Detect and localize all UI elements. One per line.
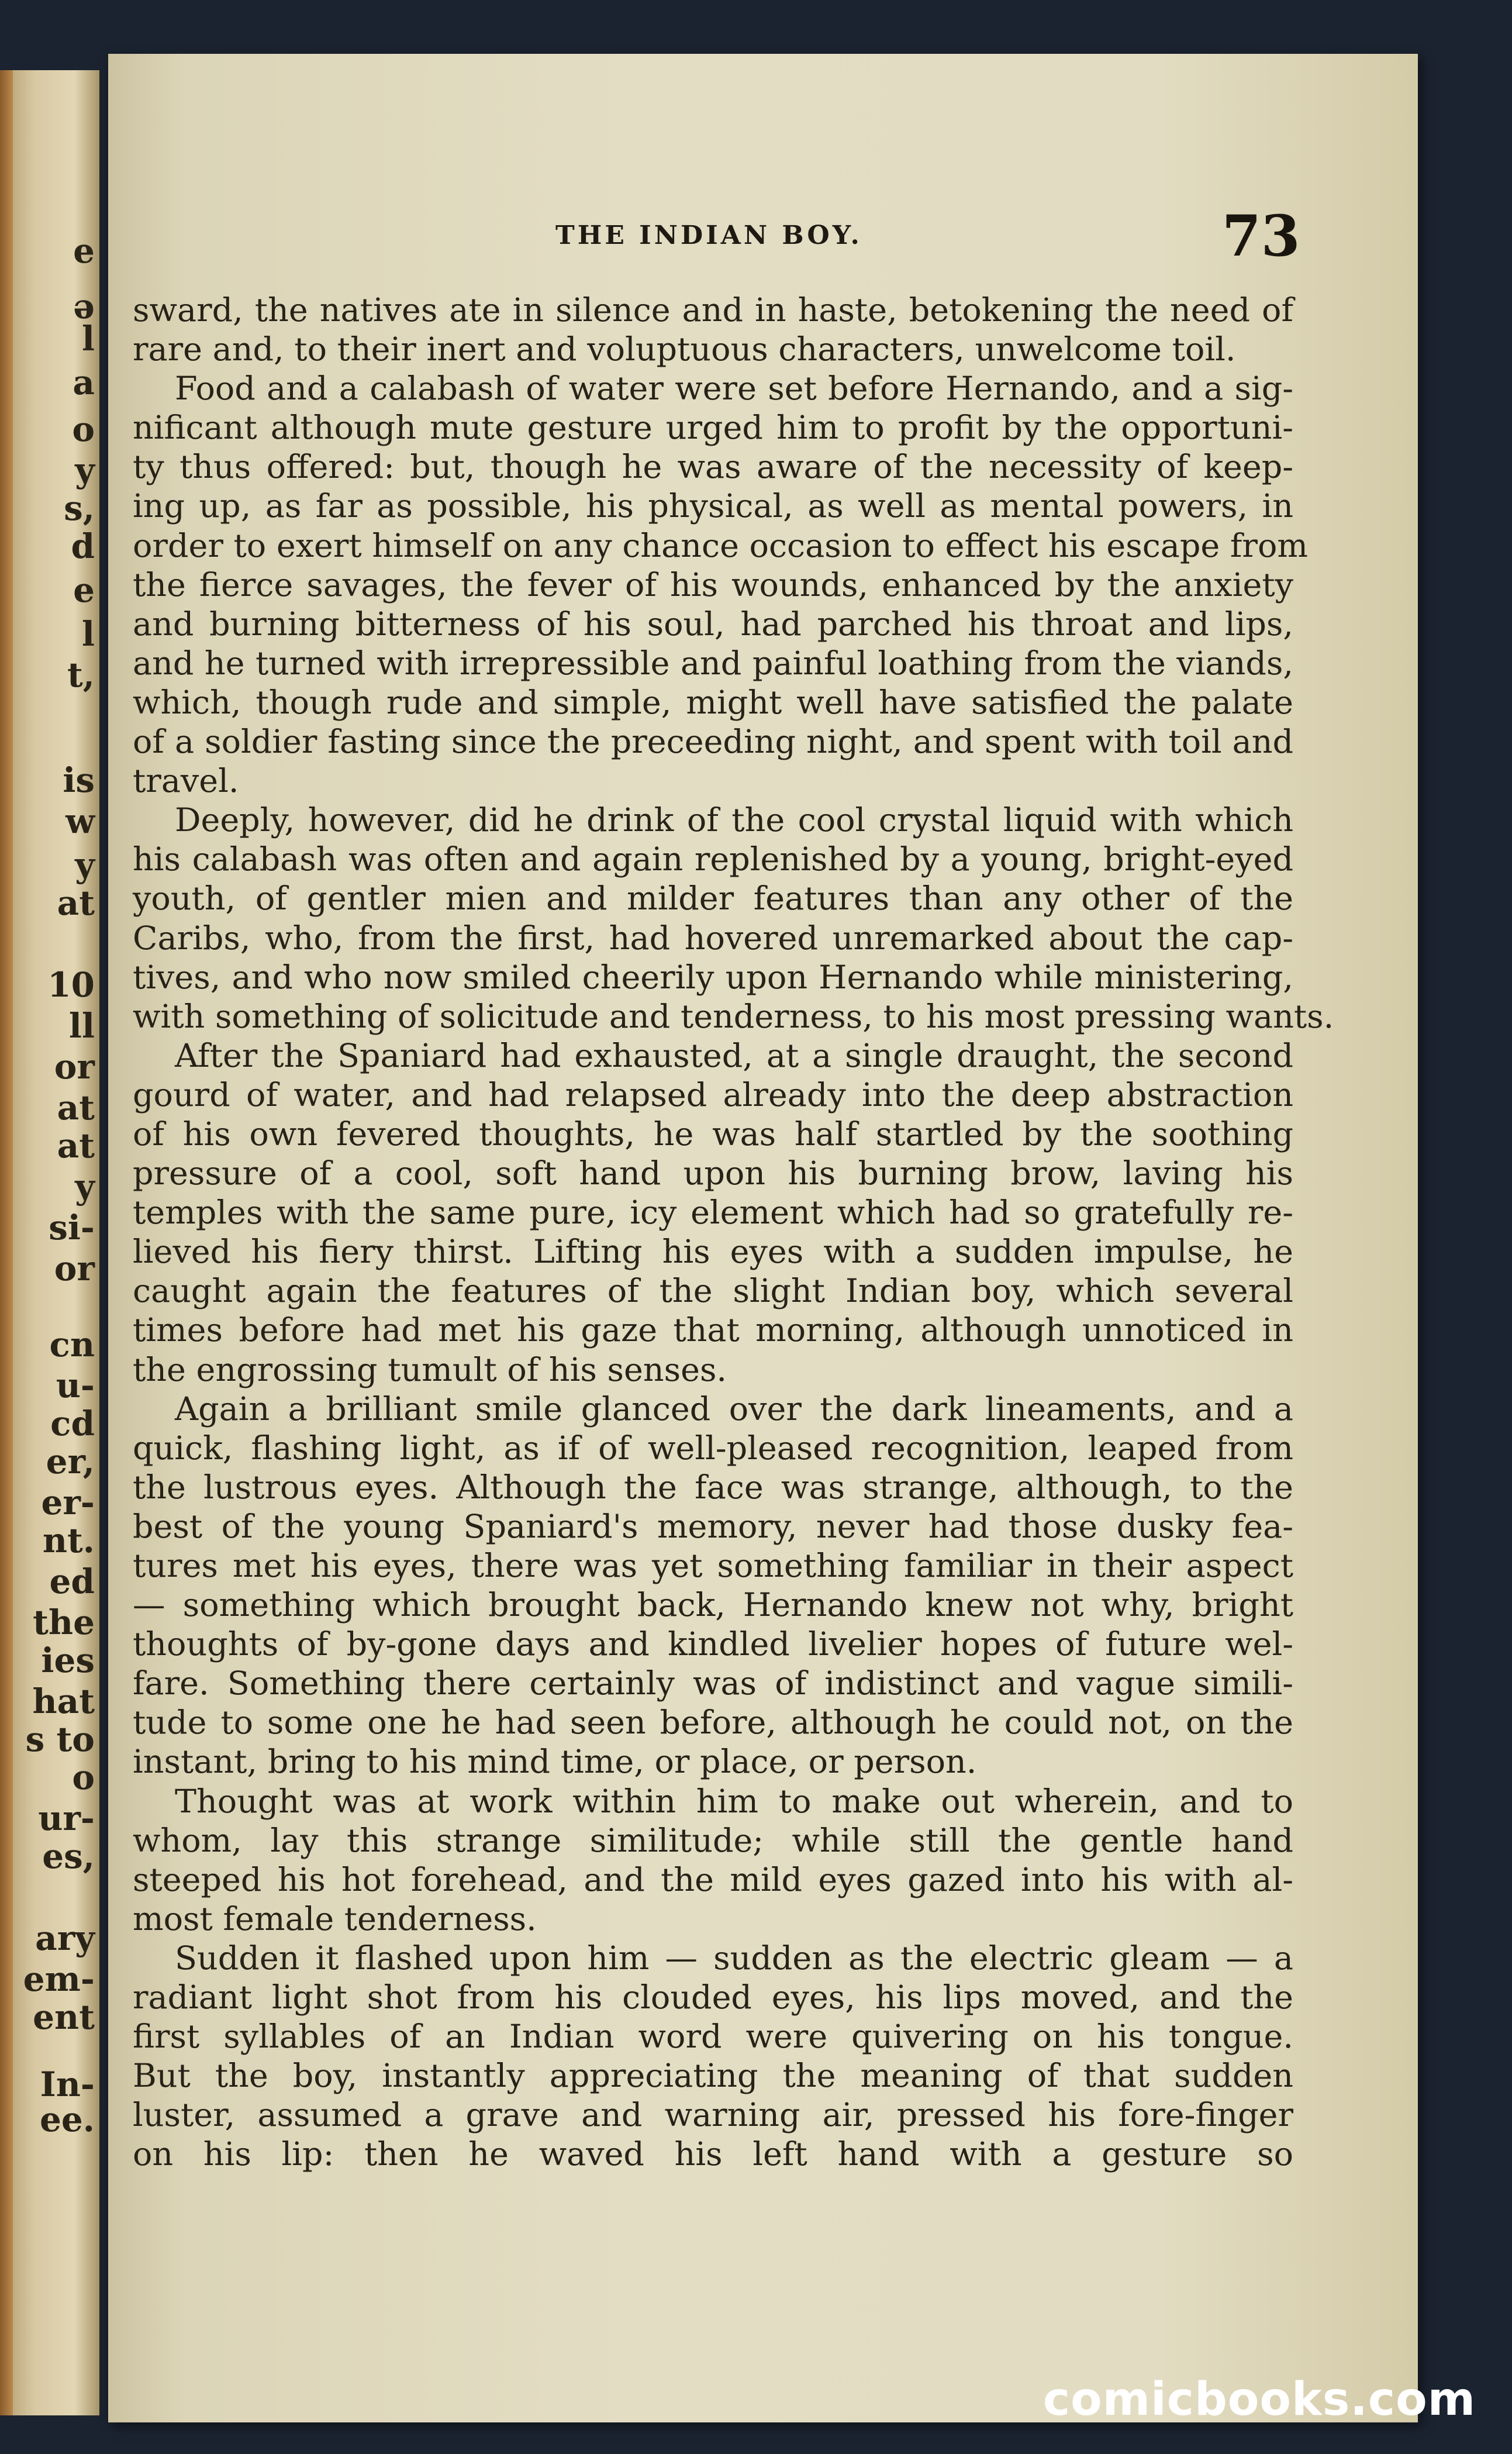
left-page-fragment: nt.: [42, 1521, 95, 1560]
left-page-fragment: ll: [68, 1006, 95, 1046]
body-text: [133, 291, 1334, 2174]
text-line: most female tenderness.: [133, 1900, 537, 1938]
text-line: travel.: [133, 762, 239, 801]
left-page-fragment: a: [73, 363, 95, 402]
text-line: first syllables of an Indian word were quivering on his tongue.: [133, 2018, 1293, 2056]
left-page-fragment: s to: [25, 1719, 95, 1759]
text-line: and he turned with irrepressible and painful loathing from the viands,: [133, 644, 1293, 683]
left-page-fragment: at: [57, 883, 95, 923]
left-page-fragment: u-: [56, 1366, 95, 1405]
left-page-fragment: or: [54, 1047, 95, 1087]
text-line: tives, and who now smiled cheerily upon Hernando while ministering,: [133, 958, 1293, 997]
page-edge: [0, 70, 13, 2415]
text-line: Caribs, who, from the first, had hovered unremarked about the cap-: [133, 919, 1293, 957]
text-line: radiant light shot from his clouded eyes, his lips moved, and the: [133, 1979, 1293, 2017]
text-line: steeped his hot forehead, and the mild eyes gazed into his with al-: [133, 1860, 1293, 1899]
left-page-fragment: l: [81, 319, 95, 359]
text-line: the lustrous eyes. Although the face was strange, although, to the: [133, 1468, 1293, 1507]
text-line: fare. Something there certainly was of indistinct and vague simili-: [133, 1664, 1293, 1703]
text-line: Again a brilliant smile glanced over the dark lineaments, and a: [175, 1390, 1293, 1428]
left-page-fragment: d: [71, 526, 95, 566]
text-line: Sudden it flashed upon him — sudden as the electric gleam — a: [175, 1939, 1293, 1977]
text-line: the fierce savages, the fever of his wounds, enhanced by the anxiety: [133, 566, 1293, 604]
watermark: comicbooks.com: [1042, 2373, 1476, 2426]
text-line: caught again the features of the slight Indian boy, which several: [133, 1272, 1293, 1311]
left-page-fragment: cn: [49, 1325, 95, 1364]
text-line: tude to some one he had seen before, although he could not, on the: [133, 1704, 1293, 1742]
text-line: gourd of water, and had relapsed already into the deep abstraction: [133, 1076, 1293, 1114]
text-line: nificant although mute gesture urged him to profit by the opportuni-: [133, 409, 1293, 447]
text-line: — something which brought back, Hernando knew not why, bright: [133, 1586, 1293, 1625]
text-line: thoughts of by-gone days and kindled livelier hopes of future wel-: [133, 1625, 1293, 1664]
left-page-fragment: ee.: [40, 2100, 95, 2139]
text-line: temples with the same pure, icy element which had so gratefully re-: [133, 1194, 1293, 1232]
left-page-fragment: y: [75, 845, 95, 885]
left-page-fragment: ies: [41, 1640, 95, 1680]
left-page-fragment: e: [73, 231, 95, 271]
left-page-fragment: 10: [47, 965, 95, 1005]
text-line: But the boy, instantly appreciating the meaning of that sudden: [133, 2057, 1293, 2095]
text-line: rare and, to their inert and voluptuous characters, unwelcome toil.: [133, 330, 1236, 369]
text-line: ing up, as far as possible, his physical, as well as mental powers, in: [133, 487, 1293, 526]
left-page-fragment: s,: [64, 488, 95, 528]
text-line: quick, flashing light, as if of well-pleased recognition, leaped from: [133, 1429, 1293, 1467]
running-title: THE INDIAN BOY.: [555, 220, 862, 250]
text-line: on his lip: then he waved his left hand with a gesture so: [133, 2135, 1293, 2174]
text-line: Deeply, however, did he drink of the cool crystal liquid with which: [175, 801, 1293, 840]
text-line: luster, assumed a grave and warning air, pressed his fore-finger: [133, 2096, 1293, 2135]
left-page-fragment: ur-: [38, 1798, 95, 1838]
left-page-fragment: at: [57, 1126, 95, 1166]
text-line: of his own fevered thoughts, he was half startled by the soothing: [133, 1115, 1293, 1153]
text-line: ty thus offered: but, though he was aware of the necessity of keep-: [133, 448, 1293, 487]
text-line: youth, of gentler mien and milder features than any other of the: [133, 880, 1293, 918]
text-line: with something of solicitude and tenderness, to his most pressing wants.: [133, 997, 1334, 1036]
left-page-fragment: e: [73, 570, 95, 610]
left-page-fragment: hat: [32, 1681, 95, 1721]
text-line: tures met his eyes, there was yet something familiar in their aspect: [133, 1547, 1293, 1585]
left-page-fragment: at: [57, 1088, 95, 1128]
text-line: sward, the natives ate in silence and in haste, betokening the need of: [133, 291, 1293, 329]
text-line: times before had met his gaze that morning, although unnoticed in: [133, 1311, 1293, 1350]
left-page-fragment: y: [75, 450, 95, 490]
text-line: instant, bring to his mind time, or place, or person.: [133, 1743, 977, 1781]
left-page-fragment: l: [81, 614, 95, 654]
left-page-fragment: is: [63, 760, 95, 800]
left-page-fragment: em-: [23, 1959, 95, 1999]
book-page: [108, 54, 1418, 2422]
left-page-fragment: ary: [35, 1918, 95, 1958]
text-line: whom, lay this strange similitude; while still the gentle hand: [133, 1821, 1293, 1860]
text-line: his calabash was often and again replenished by a young, bright-eyed: [133, 840, 1293, 879]
text-line: After the Spaniard had exhausted, at a single draught, the second: [175, 1036, 1293, 1075]
left-page-fragment: ed: [49, 1562, 95, 1601]
left-page-fragment: t,: [67, 655, 95, 695]
left-page-fragment: ent: [33, 1997, 95, 2037]
left-page-fragment: o: [72, 409, 95, 449]
text-line: and burning bitterness of his soul, had parched his throat and lips,: [133, 605, 1293, 643]
text-line: best of the young Spaniard's memory, never had those dusky fea-: [133, 1507, 1293, 1546]
text-line: Thought was at work within him to make out wherein, and to: [175, 1782, 1293, 1821]
text-line: which, though rude and simple, might well have satisfied the palate: [133, 683, 1293, 722]
left-page-fragment: ə: [73, 287, 95, 326]
left-page-fragment: In-: [40, 2064, 95, 2104]
text-line: of a soldier fasting since the preceeding night, and spent with toil and: [133, 723, 1293, 761]
text-line: lieved his fiery thirst. Lifting his eyes with a sudden impulse, he: [133, 1233, 1293, 1271]
left-page-fragment: er,: [46, 1442, 95, 1481]
left-page-fragment: the: [33, 1602, 95, 1642]
text-line: Food and a calabash of water were set before Hernando, and a sig-: [175, 370, 1293, 408]
text-line: pressure of a cool, soft hand upon his burning brow, laving his: [133, 1154, 1293, 1193]
left-page-fragment: es,: [42, 1836, 95, 1876]
left-page-fragment: er-: [41, 1483, 95, 1522]
left-page-fragment: or: [54, 1249, 95, 1288]
left-page-fragment: y: [75, 1167, 95, 1207]
text-line: order to exert himself on any chance occasion to effect his escape from: [133, 526, 1309, 565]
left-page-fragment: si-: [49, 1208, 95, 1247]
left-page-fragment: w: [65, 801, 95, 841]
text-line: the engrossing tumult of his senses.: [133, 1350, 727, 1389]
left-page-fragment: o: [72, 1757, 95, 1797]
left-facing-page: [0, 70, 99, 2415]
left-page-fragment: cd: [50, 1404, 95, 1443]
page-number: 73: [1222, 203, 1300, 269]
page-header: [108, 203, 1418, 273]
